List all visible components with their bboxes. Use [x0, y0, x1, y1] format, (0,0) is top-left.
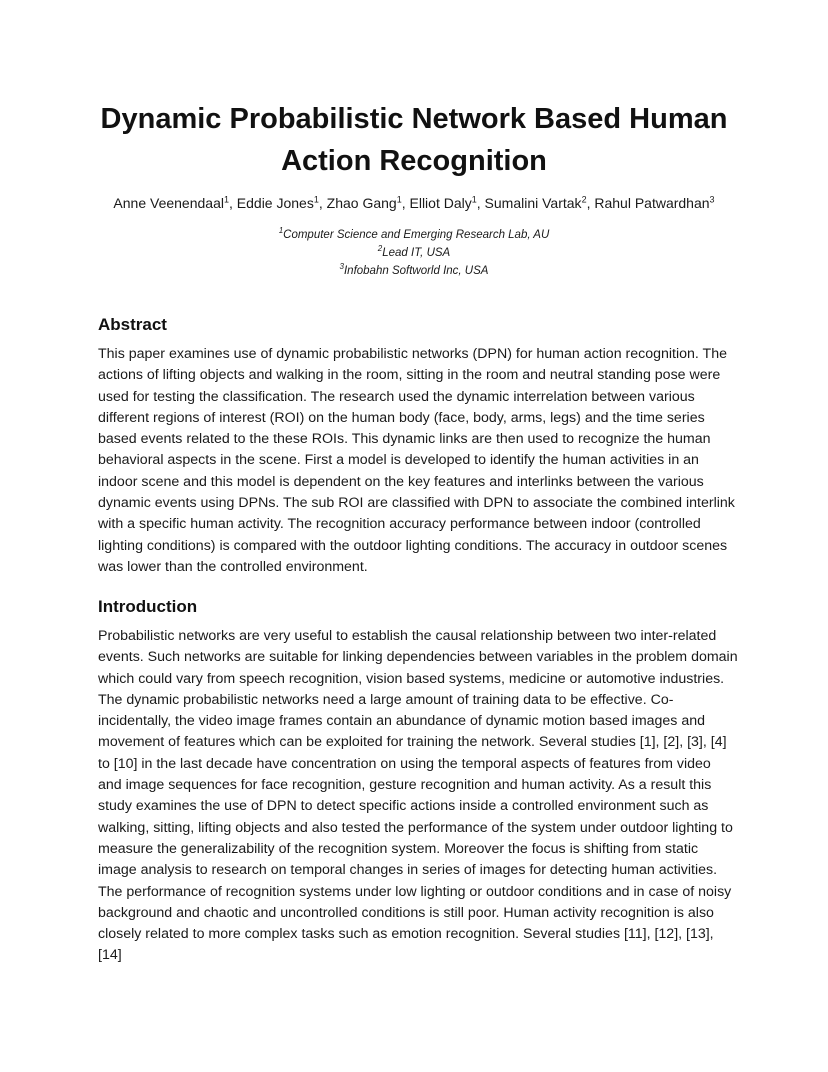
author-name: Elliot Daly: [409, 195, 472, 211]
author: [113, 195, 229, 211]
abstract-text: This paper examines use of dynamic probabilistic networks (DPN) for human action recognition. The actions of lifting objects and walking in the room, sitting in the room and neutral standing pose were used for testing the classification. The research used the dynamic interrelation between various different regions of interest (ROI) on the human body (face, body, arms, legs) and the time series based events related to the these ROIs. This dynamic links are then used to recognize the human behavioral aspects in the scene. First a model is developed to identify the human activities in an indoor scene and this model is dependent on the key features and interlinks between the various dynamic events using DPNs. The sub ROI are classified with DPN to associate the combined interlink with a specific human activity. The recognition accuracy performance between indoor (controlled lighting conditions) is compared with the outdoor lighting conditions. The accuracy in outdoor scenes was lower than the controlled environment.: [98, 346, 735, 575]
abstract-section: [98, 314, 738, 578]
author-name: Zhao Gang: [326, 195, 397, 211]
affiliation: [100, 244, 728, 262]
author-affiliation-mark: 2: [581, 194, 587, 205]
author-name: Rahul Patwardhan: [594, 195, 710, 211]
affiliation-text: Infobahn Softworld Inc, USA: [343, 265, 489, 277]
affiliation-list: [100, 226, 728, 280]
affiliation: [100, 262, 728, 280]
paper-title: Dynamic Probabilistic Network Based Human Action Recognition: [100, 103, 728, 177]
abstract-heading: Abstract: [98, 315, 167, 334]
author: [410, 195, 477, 211]
introduction-heading: Introduction: [98, 597, 198, 616]
author-affiliation-mark: 1: [396, 194, 402, 205]
author-affiliation-mark: 1: [471, 194, 477, 205]
author-name: Sumalini Vartak: [484, 195, 582, 211]
author-name: Eddie Jones: [236, 195, 314, 211]
author: [237, 195, 319, 211]
author: [594, 195, 714, 211]
author-list: Anne Veenendaal$^1$, Eddie Jones$^1$, Zhao Gang$^1$, Elliot Daly$^1$, Sumalini Vartak$^2$, Rahul Patwardhan$^3$: [113, 194, 715, 211]
author-affiliation-mark: 1: [223, 194, 229, 205]
author-affiliation-mark: 3: [709, 194, 715, 205]
affiliation-text: Computer Science and Emerging Research Lab, AU: [283, 229, 550, 241]
introduction-text: Probabilistic networks are very useful to establish the causal relationship between two inter-related events. Such networks are suitable for linking dependencies between variables in the problem domain which could vary from speech recognition, vision based systems, medicine or automotive industries. The dynamic probabilistic networks need a large amount of training data to be effective. Co-incidentally, the video image frames contain an abundance of dynamic motion based images and movement of features which can be exploited for training the network. Several studies [1], [2], [3], [4] to [10] in the last decade have concentration on using the temporal aspects of features from video and image sequences for face recognition, gesture recognition and human activity. As a result this study examines the use of DPN to detect specific actions inside a controlled environment such as walking, sitting, lifting objects and also tested the performance of the system under outdoor lighting to measure the generalizability of the recognition system. Moreover the focus is shifting from static image analysis to research on temporal changes in series of images for detecting human activities. The performance of recognition systems under low lighting or outdoor conditions and in case of noisy background and chaotic and uncontrolled conditions is still poor. Human activity recognition is also closely related to more complex tasks such as emotion recognition. Several studies [11], [12], [13], [14]: [98, 628, 738, 964]
author: [327, 195, 402, 211]
author-name: Anne Veenendaal: [113, 195, 224, 211]
affiliation: [100, 226, 728, 244]
affiliation-mark: 1: [278, 226, 284, 236]
author-affiliation-mark: 1: [313, 194, 319, 205]
affiliation-mark: 2: [377, 244, 383, 254]
author: [485, 195, 587, 211]
affiliation-mark: 3: [339, 262, 344, 272]
introduction-section: [98, 596, 738, 967]
affiliation-text: Lead IT, USA: [382, 247, 451, 259]
